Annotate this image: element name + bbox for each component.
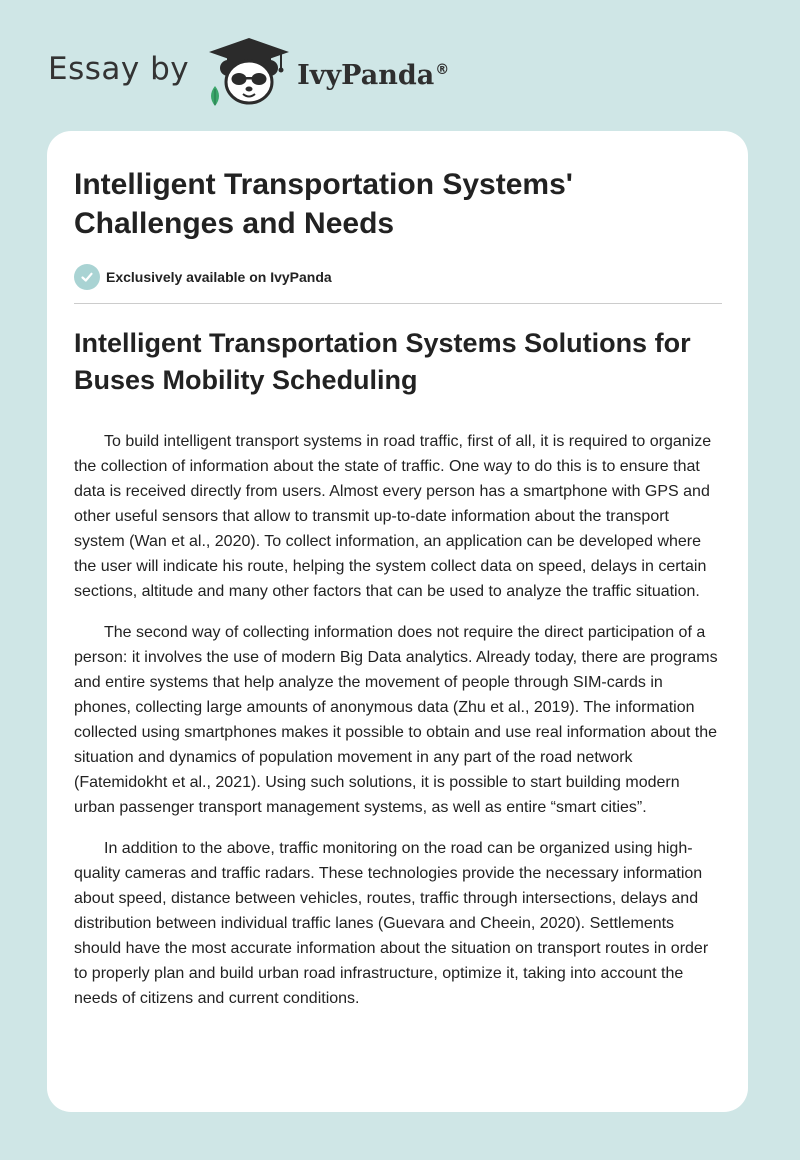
- exclusive-badge-text: Exclusively available on IvyPanda: [106, 269, 332, 285]
- paragraph: In addition to the above, traffic monitoring on the road can be organized using high-quality cameras and traffic radars. These technologies provide the necessary information about speed, distance between vehicles, routes, traffic through intersections, delays and distribution between individual traffic lanes (Guevara and Cheein, 2020). Settlements should have the most accurate information about the situation on transport routes in order to properly plan and build urban road infrastructure, optimize it, taking into account the needs of citizens and current conditions.: [74, 840, 709, 1007]
- essay-body: [74, 429, 720, 1027]
- site-brand: [48, 36, 449, 108]
- checkmark-icon: [74, 264, 100, 290]
- essay-title: Intelligent Transportation Systems' Challenges and Needs: [74, 168, 573, 240]
- divider: [74, 303, 722, 304]
- paragraph: The second way of collecting information does not require the direct participation of a person: it involves the use of modern Big Data analytics. Already today, there are programs and entire systems that help analyze the movement of people through SIM-cards in phones, collecting large amounts of anonymous data (Zhu et al., 2019). The information collected using smartphones makes it possible to obtain and use real information about the situation and dynamics of population movement in any part of the road network (Fatemidokht et al., 2021). Using such solutions, it is possible to start building modern urban passenger transport management systems, as well as entire “smart cities”.: [74, 624, 718, 816]
- exclusive-badge: [74, 264, 332, 290]
- paragraph: To build intelligent transport systems in road traffic, first of all, it is required to organize the collection of information about the state of traffic. One way to do this is to ensure that data is received directly from users. Almost every person has a smartphone with GPS and other useful sensors that allow to transmit up-to-date information about the transport system (Wan et al., 2020). To collect information, an application can be developed where the user will indicate his route, helping the system collect data on speed, delays in certain sections, altitude and many other factors that can be used to analyze the traffic situation.: [74, 433, 712, 600]
- brand-name: [297, 60, 449, 91]
- section-heading: Intelligent Transportation Systems Solutions for Buses Mobility Scheduling: [74, 328, 691, 395]
- essay-card: [47, 131, 748, 1112]
- registered-mark: ®: [435, 61, 450, 78]
- brand-name-text: IvyPanda: [297, 59, 435, 91]
- brand-prefix: Essay by: [48, 51, 190, 87]
- panda-logo-icon: [203, 36, 295, 108]
